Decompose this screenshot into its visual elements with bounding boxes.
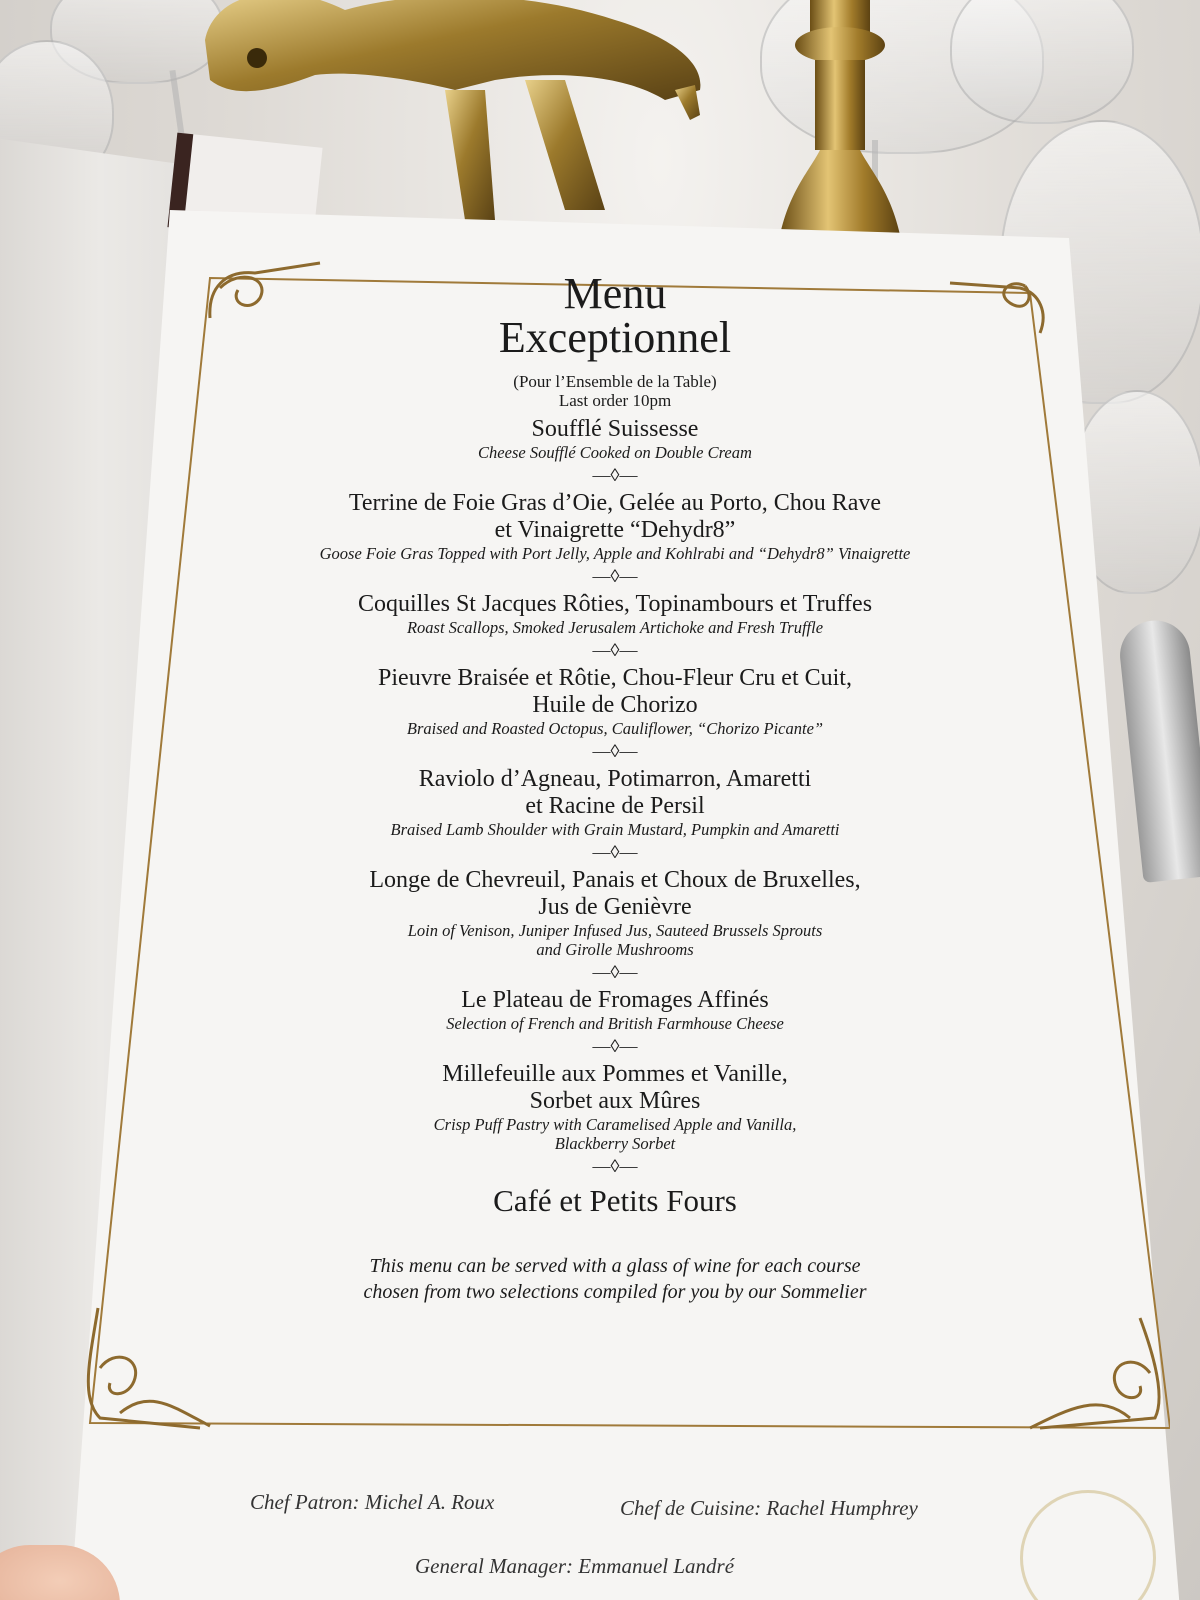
wine-pairing-note: chosen from two selections compiled for you by our Sommelier (363, 1281, 867, 1303)
course-name: Soufflé Suissesse (531, 416, 699, 442)
course-separator: —◊— (592, 741, 638, 761)
course-name: Sorbet aux Mûres (529, 1088, 701, 1114)
course-7 (190, 987, 1040, 1033)
menu-title-line1: Menu (563, 269, 667, 318)
wine-pairing-note: This menu can be served with a glass of wine for each course (369, 1255, 861, 1277)
course-description: Blackberry Sorbet (554, 1134, 676, 1153)
menu-subtitle: (Pour l’Ensemble de la Table) (513, 372, 717, 391)
course-description: Loin of Venison, Juniper Infused Jus, Sauteed Brussels Sprouts (407, 921, 823, 940)
menu-title-line2: Exceptionnel (498, 313, 732, 362)
course-description: Braised Lamb Shoulder with Grain Mustard, Pumpkin and Amaretti (390, 820, 840, 839)
last-order-note: Last order 10pm (558, 391, 672, 410)
final-course: Café et Petits Fours (493, 1183, 737, 1218)
course-2 (190, 490, 1040, 563)
course-separator: —◊— (592, 566, 638, 586)
course-description: Roast Scallops, Smoked Jerusalem Artichoke and Fresh Truffle (406, 618, 824, 637)
corner-flourish-bottom-left (88, 1308, 210, 1428)
course-description: Cheese Soufflé Cooked on Double Cream (478, 443, 752, 462)
course-name: et Racine de Persil (525, 793, 705, 819)
course-separator: —◊— (592, 842, 638, 862)
course-name: Le Plateau de Fromages Affinés (461, 987, 769, 1013)
course-separator: —◊— (592, 1036, 638, 1056)
chef-de-cuisine: Chef de Cuisine: Rachel Humphrey (620, 1496, 918, 1520)
course-8 (190, 1061, 1040, 1153)
course-5 (190, 766, 1040, 839)
course-name: Millefeuille aux Pommes et Vanille, (442, 1061, 788, 1087)
course-separator: —◊— (592, 640, 638, 660)
chef-patron: Chef Patron: Michel A. Roux (250, 1490, 495, 1514)
course-name: Huile de Chorizo (532, 692, 698, 718)
course-1 (190, 416, 1040, 462)
course-name: Coquilles St Jacques Rôties, Topinambours et Truffes (357, 591, 873, 617)
glass-right-top (950, 0, 1134, 124)
brass-candlestick (720, 0, 960, 240)
menu-content (190, 262, 1040, 1305)
course-4 (190, 665, 1040, 738)
course-description: Goose Foie Gras Topped with Port Jelly, Apple and Kohlrabi and “Dehydr8” Vinaigrette (319, 544, 911, 563)
course-name: Terrine de Foie Gras d’Oie, Gelée au Porto, Chou Rave (348, 490, 882, 516)
course-separator: —◊— (592, 962, 638, 982)
course-3 (190, 591, 1040, 637)
general-manager: General Manager: Emmanuel Landré (415, 1554, 735, 1578)
course-separator: —◊— (592, 1156, 638, 1176)
course-separator: —◊— (592, 465, 638, 485)
course-name: Longe de Chevreuil, Panais et Choux de Bruxelles, (369, 867, 861, 893)
course-name: Raviolo d’Agneau, Potimarron, Amaretti (418, 766, 812, 792)
course-name: et Vinaigrette “Dehydr8” (494, 517, 736, 543)
course-name: Pieuvre Braisée et Rôtie, Chou-Fleur Cru et Cuit, (378, 665, 852, 691)
course-description: and Girolle Mushrooms (536, 940, 694, 959)
course-description: Crisp Puff Pastry with Caramelised Apple and Vanilla, (433, 1115, 797, 1134)
course-6 (190, 867, 1040, 959)
course-description: Braised and Roasted Octopus, Cauliflower, “Chorizo Picante” (406, 719, 824, 738)
course-name: Jus de Genièvre (538, 894, 692, 920)
corner-flourish-bottom-right (1030, 1318, 1159, 1428)
course-description: Selection of French and British Farmhouse Cheese (446, 1014, 784, 1033)
